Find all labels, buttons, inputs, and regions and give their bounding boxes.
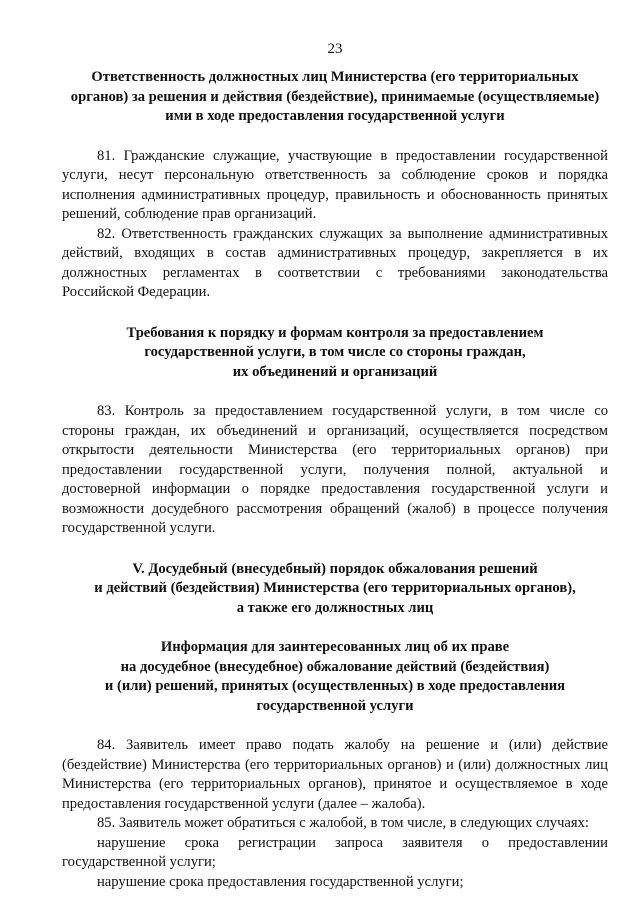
section-heading-control (62, 324, 608, 383)
heading-line: государственной услуги, в том числе со стороны граждан, (144, 344, 526, 360)
heading-line: Требования к порядку и формам контроля за предоставлением (126, 324, 544, 341)
paragraph-85: 85. Заявитель может обратиться с жалобой, в том числе, в следующих случаях: (97, 815, 589, 831)
list-item-registration-delay: нарушение срока регистрации запроса заявителя о предоставлении государственной услуги; (62, 834, 608, 870)
heading-line: V. Досудебный (внесудебный) порядок обжалования решений (132, 560, 538, 577)
heading-line: на досудебное (внесудебное) обжалование действий (бездействия) (120, 658, 550, 675)
list-item-service-delay: нарушение срока предоставления государственной услуги; (97, 873, 464, 890)
heading-line: и (или) решений, принятых (осуществленных) в ходе предоставления (104, 678, 566, 694)
heading-line: органов) за решения и действия (бездействие), принимаемые (осуществляемые) (70, 88, 600, 105)
document-page (62, 40, 608, 892)
paragraph-84: 84. Заявитель имеет право подать жалобу на решение и (или) действие (бездействие) Министерства (его территориальных органов) и (или) должностных лиц Министерства (его территориальных органов), принятое и осуществляемое в ходе предоставления государственной услуги (далее – жалоба). (62, 737, 608, 812)
page-number: 23 (327, 41, 343, 57)
heading-line: а также его должностных лиц (236, 599, 434, 616)
chapter-heading-pretrial-appeal (62, 560, 608, 619)
paragraph-82: 82. Ответственность гражданских служащих за выполнение административных действий, входящих в состав административных процедур, закрепляется в их должностных регламентах в соответствии с требованиями законодательства Российской Федерации. (62, 225, 608, 300)
heading-line: их объединений и организаций (232, 363, 438, 380)
heading-line: государственной услуги (256, 697, 414, 714)
heading-line: и действий (бездействия) Министерства (его территориальных органов), (94, 580, 576, 596)
heading-line: Ответственность должностных лиц Министерства (его территориальных (91, 69, 579, 85)
section-heading-responsibility (62, 68, 608, 127)
paragraph-81: 81. Гражданские служащие, участвующие в предоставлении государственной услуги, несут персональную ответственность за соблюдение сроков и порядка исполнения административных процедур, правильность и обоснованность принятых решений, соблюдение прав организаций. (62, 147, 608, 222)
section-heading-appeal-rights (62, 638, 608, 716)
paragraph-83: 83. Контроль за предоставлением государственной услуги, в том числе со стороны граждан, их объединений и организаций, осуществляется посредством открытости деятельности Министерства (его территориальных органов) при предоставлении государственной услуги, получения полной, актуальной и достоверной информации о порядке предоставления государственной услуги и возможности досудебного рассмотрения обращений (жалоб) в процессе получения государственной услуги. (62, 403, 608, 536)
heading-line: Информация для заинтересованных лиц об их праве (160, 639, 510, 655)
heading-line: ими в ходе предоставления государственной услуги (165, 108, 505, 124)
